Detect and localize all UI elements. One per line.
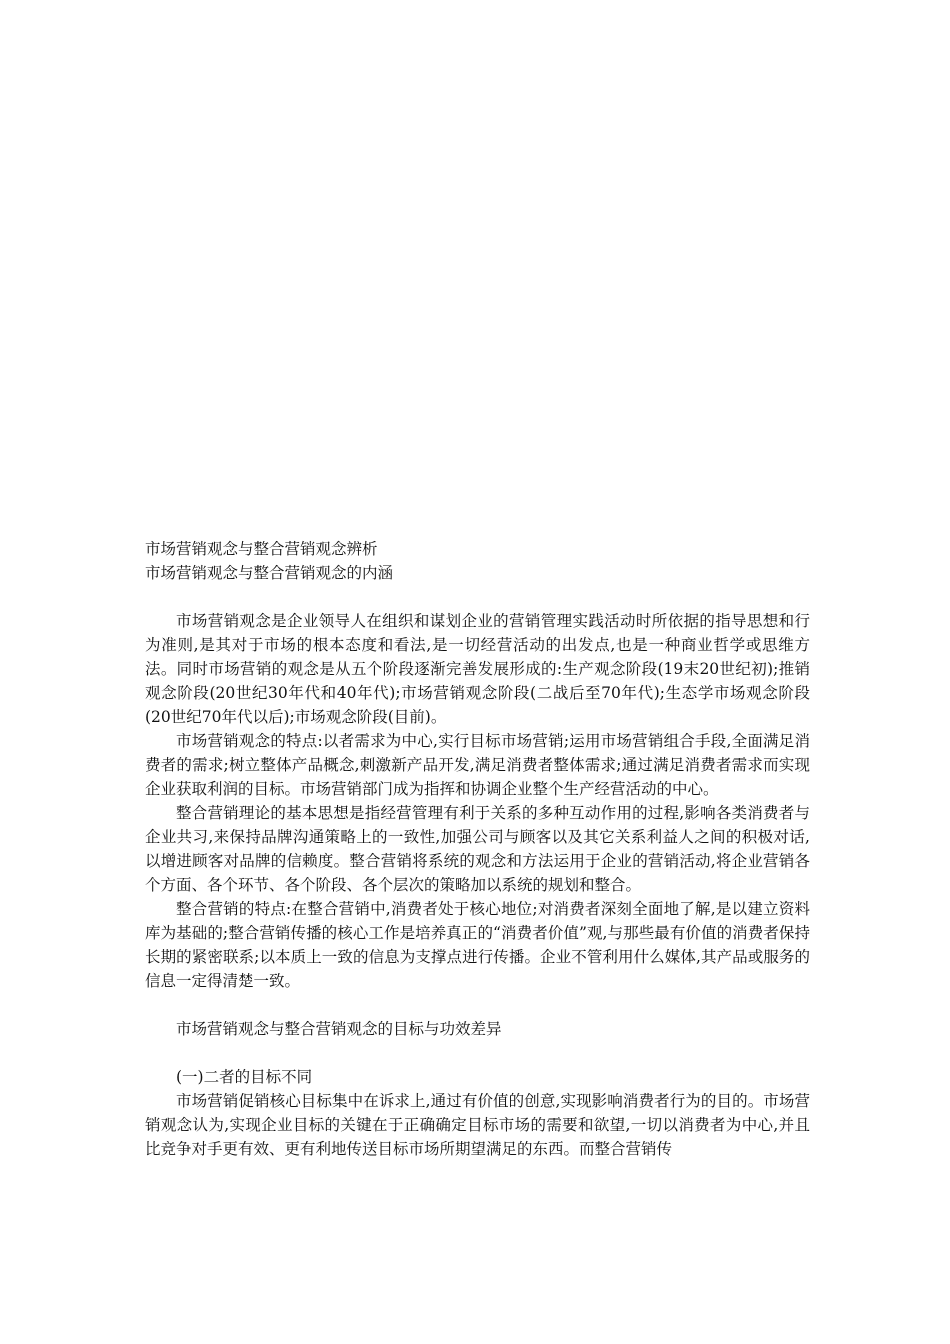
paragraph-marketing-concept-features: 市场营销观念的特点:以者需求为中心,实行目标市场营销;运用市场营销组合手段,全面满足消费者的需求;树立整体产品概念,刺激新产品开发,满足消费者整体需求;通过满足消费者需求而实现企业获取利润的目标。市场营销部门成为指挥和协调企业整个生产经营活动的中心。: [145, 732, 810, 798]
paragraph-integrated-marketing-theory: 整合营销理论的基本思想是指经营管理有利于关系的多种互动作用的过程,影响各类消费者与企业共习,来保持品牌沟通策略上的一致性,加强公司与顾客以及其它关系利益人之间的积极对话,以增进顾客对品牌的信赖度。整合营销将系统的观念和方法运用于企业的营销活动,将企业营销各个方面、各个环节、各个阶段、各个层次的策略加以系统的规划和整合。: [145, 804, 810, 894]
blank-line: [145, 993, 810, 1017]
paragraph-integrated-marketing-features: 整合营销的特点:在整合营销中,消费者处于核心地位;对消费者深刻全面地了解,是以建立资料库为基础的;整合营销传播的核心工作是培养真正的“消费者价值”观,与那些最有价值的消费者保持长期的紧密联系;以本质上一致的信息为支撑点进行传播。企业不管利用什么媒体,其产品或服务的信息一定得清楚一致。: [145, 900, 810, 990]
section-heading: 市场营销观念与整合营销观念的目标与功效差异: [176, 1020, 502, 1038]
blank-line: [145, 585, 810, 609]
document-body: [145, 537, 810, 1161]
subsection-heading: (一)二者的目标不同: [176, 1068, 313, 1086]
paragraph-goal-difference: 市场营销促销核心目标集中在诉求上,通过有价值的创意,实现影响消费者行为的目的。市场营销观念认为,实现企业目标的关键在于正确确定目标市场的需要和欲望,一切以消费者为中心,并且比竞争对手更有效、更有利地传送目标市场所期望满足的东西。而整合营销传: [145, 1092, 810, 1158]
paragraph-marketing-concept-definition: 市场营销观念是企业领导人在组织和谋划企业的营销管理实践活动时所依据的指导思想和行为准则,是其对于市场的根本态度和看法,是一切经营活动的出发点,也是一种商业哲学或思维方法。同时市场营销的观念是从五个阶段逐渐完善发展形成的:生产观念阶段(19末20世纪初);推销观念阶段(20世纪30年代和40年代);市场营销观念阶段(二战后至70年代);生态学市场观念阶段(20世纪70年代以后);市场观念阶段(目前)。: [145, 612, 810, 726]
blank-line: [145, 1041, 810, 1065]
document-title: 市场营销观念与整合营销观念辨析: [145, 540, 378, 558]
document-subtitle: 市场营销观念与整合营销观念的内涵: [145, 564, 394, 582]
